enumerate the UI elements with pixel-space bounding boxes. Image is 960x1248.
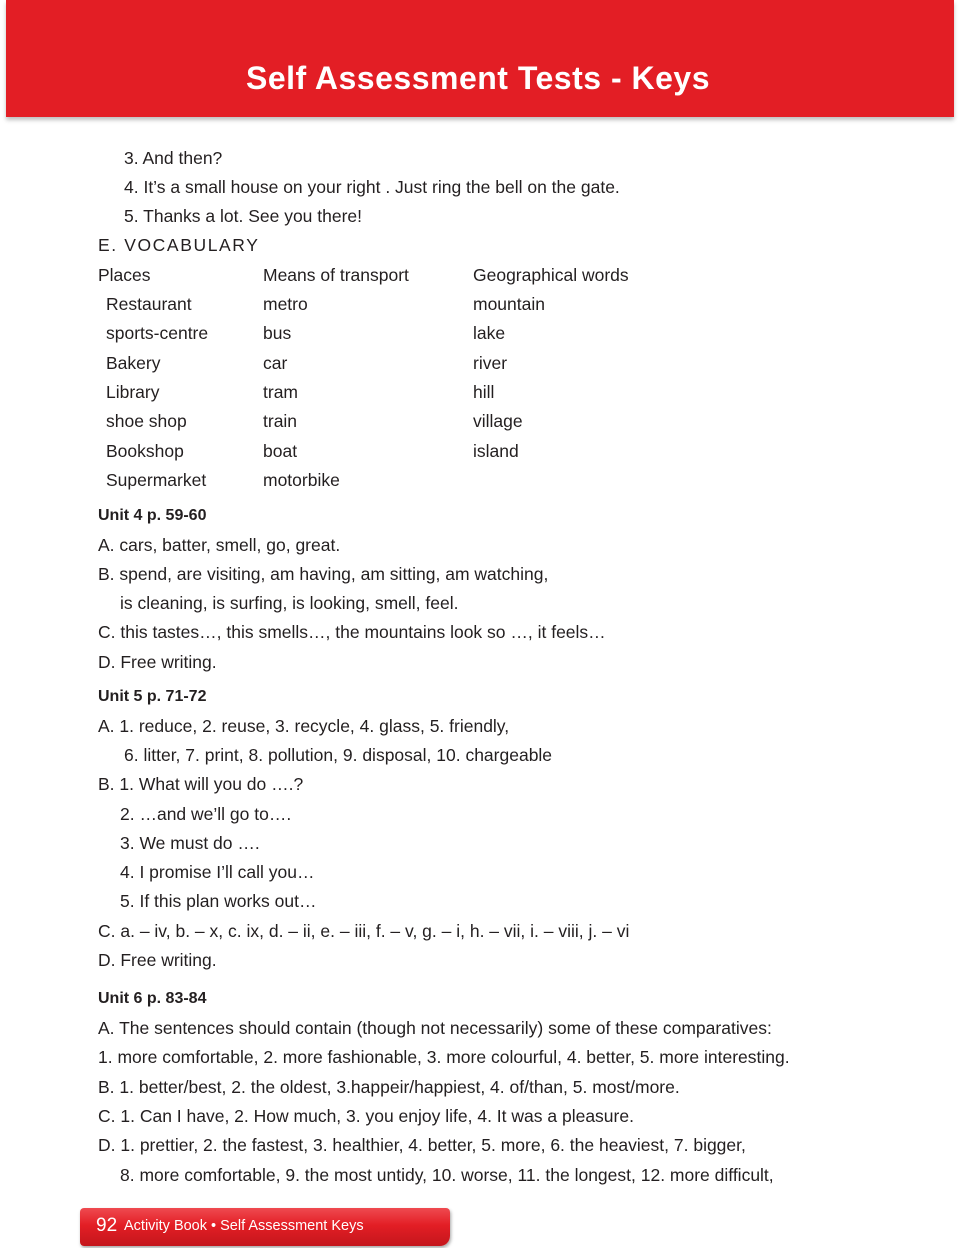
table-cell: island <box>473 441 519 461</box>
unit-6-heading: Unit 6 p. 83-84 <box>98 990 207 1007</box>
table-cell: tram <box>263 382 298 402</box>
text-line: 4. It’s a small house on your right . Just ring the bell on the gate. <box>124 177 620 197</box>
answer-line: C. a. – iv, b. – x, c. ix, d. – ii, e. – iii, f. – v, g. – i, h. – vii, i. – viii, j. – vi <box>98 921 630 941</box>
table-cell: bus <box>263 323 292 343</box>
table-cell: village <box>473 411 523 431</box>
unit-4-heading: Unit 4 p. 59-60 <box>98 507 207 524</box>
answer-line: C. 1. Can I have, 2. How much, 3. you enjoy life, 4. It was a pleasure. <box>98 1106 634 1126</box>
table-cell: shoe shop <box>106 411 187 431</box>
header-banner <box>6 0 954 117</box>
answer-line: B. spend, are visiting, am having, am sitting, am watching, <box>98 564 549 584</box>
table-cell: motorbike <box>263 470 340 490</box>
answer-line: B. 1. better/best, 2. the oldest, 3.happeir/happiest, 4. of/than, 5. most/more. <box>98 1077 680 1097</box>
text-line: 3. And then? <box>124 148 223 168</box>
table-cell: lake <box>473 323 506 343</box>
page-number: 92 <box>96 1215 118 1236</box>
answer-line: C. this tastes…, this smells…, the mountains look so …, it feels… <box>98 622 606 642</box>
answer-line: A. cars, batter, smell, go, great. <box>98 535 341 555</box>
answer-line: 6. litter, 7. print, 8. pollution, 9. disposal, 10. chargeable <box>124 745 553 765</box>
column-header: Places <box>98 265 151 285</box>
footer-text: Activity Book • Self Assessment Keys <box>124 1218 364 1234</box>
answer-line: is cleaning, is surfing, is looking, smell, feel. <box>120 593 459 613</box>
column-header: Geographical words <box>473 265 629 285</box>
table-cell: metro <box>263 294 308 314</box>
column-header: Means of transport <box>263 265 409 285</box>
text-line: 5. Thanks a lot. See you there! <box>124 206 363 226</box>
table-cell: Restaurant <box>106 294 192 314</box>
answer-line: 1. more comfortable, 2. more fashionable, 3. more colourful, 4. better, 5. more interesting. <box>98 1047 790 1067</box>
table-cell: car <box>263 353 288 373</box>
answer-line: D. Free writing. <box>98 950 217 970</box>
table-cell: hill <box>473 382 495 402</box>
section-heading-vocabulary: E. VOCABULARY <box>98 235 260 255</box>
table-cell: train <box>263 411 298 431</box>
answer-line: 8. more comfortable, 9. the most untidy, 10. worse, 11. the longest, 12. more difficult, <box>120 1165 774 1185</box>
answer-line: B. 1. What will you do ….? <box>98 774 304 794</box>
answer-line: D. Free writing. <box>98 652 217 672</box>
unit-5-heading: Unit 5 p. 71-72 <box>98 688 207 705</box>
table-cell: river <box>473 353 508 373</box>
table-cell: Library <box>106 382 160 402</box>
answer-line: D. 1. prettier, 2. the fastest, 3. healthier, 4. better, 5. more, 6. the heaviest, 7. bigger, <box>98 1135 746 1155</box>
answer-line: A. The sentences should contain (though not necessarily) some of these comparatives: <box>98 1018 772 1038</box>
page-title: Self Assessment Tests - Keys <box>246 60 710 96</box>
table-cell: Supermarket <box>106 470 207 490</box>
table-cell: Bookshop <box>106 441 184 461</box>
answer-line: 2. …and we’ll go to…. <box>120 804 292 824</box>
table-cell: boat <box>263 441 298 461</box>
answer-line: 4. I promise I’ll call you… <box>120 862 315 882</box>
answer-line: 3. We must do …. <box>120 833 260 853</box>
table-cell: Bakery <box>106 353 161 373</box>
table-cell: sports-centre <box>106 323 209 343</box>
table-cell: mountain <box>473 294 545 314</box>
footer-tab <box>80 1208 450 1246</box>
answer-line: 5. If this plan works out… <box>120 891 317 911</box>
answer-line: A. 1. reduce, 2. reuse, 3. recycle, 4. glass, 5. friendly, <box>98 716 510 736</box>
